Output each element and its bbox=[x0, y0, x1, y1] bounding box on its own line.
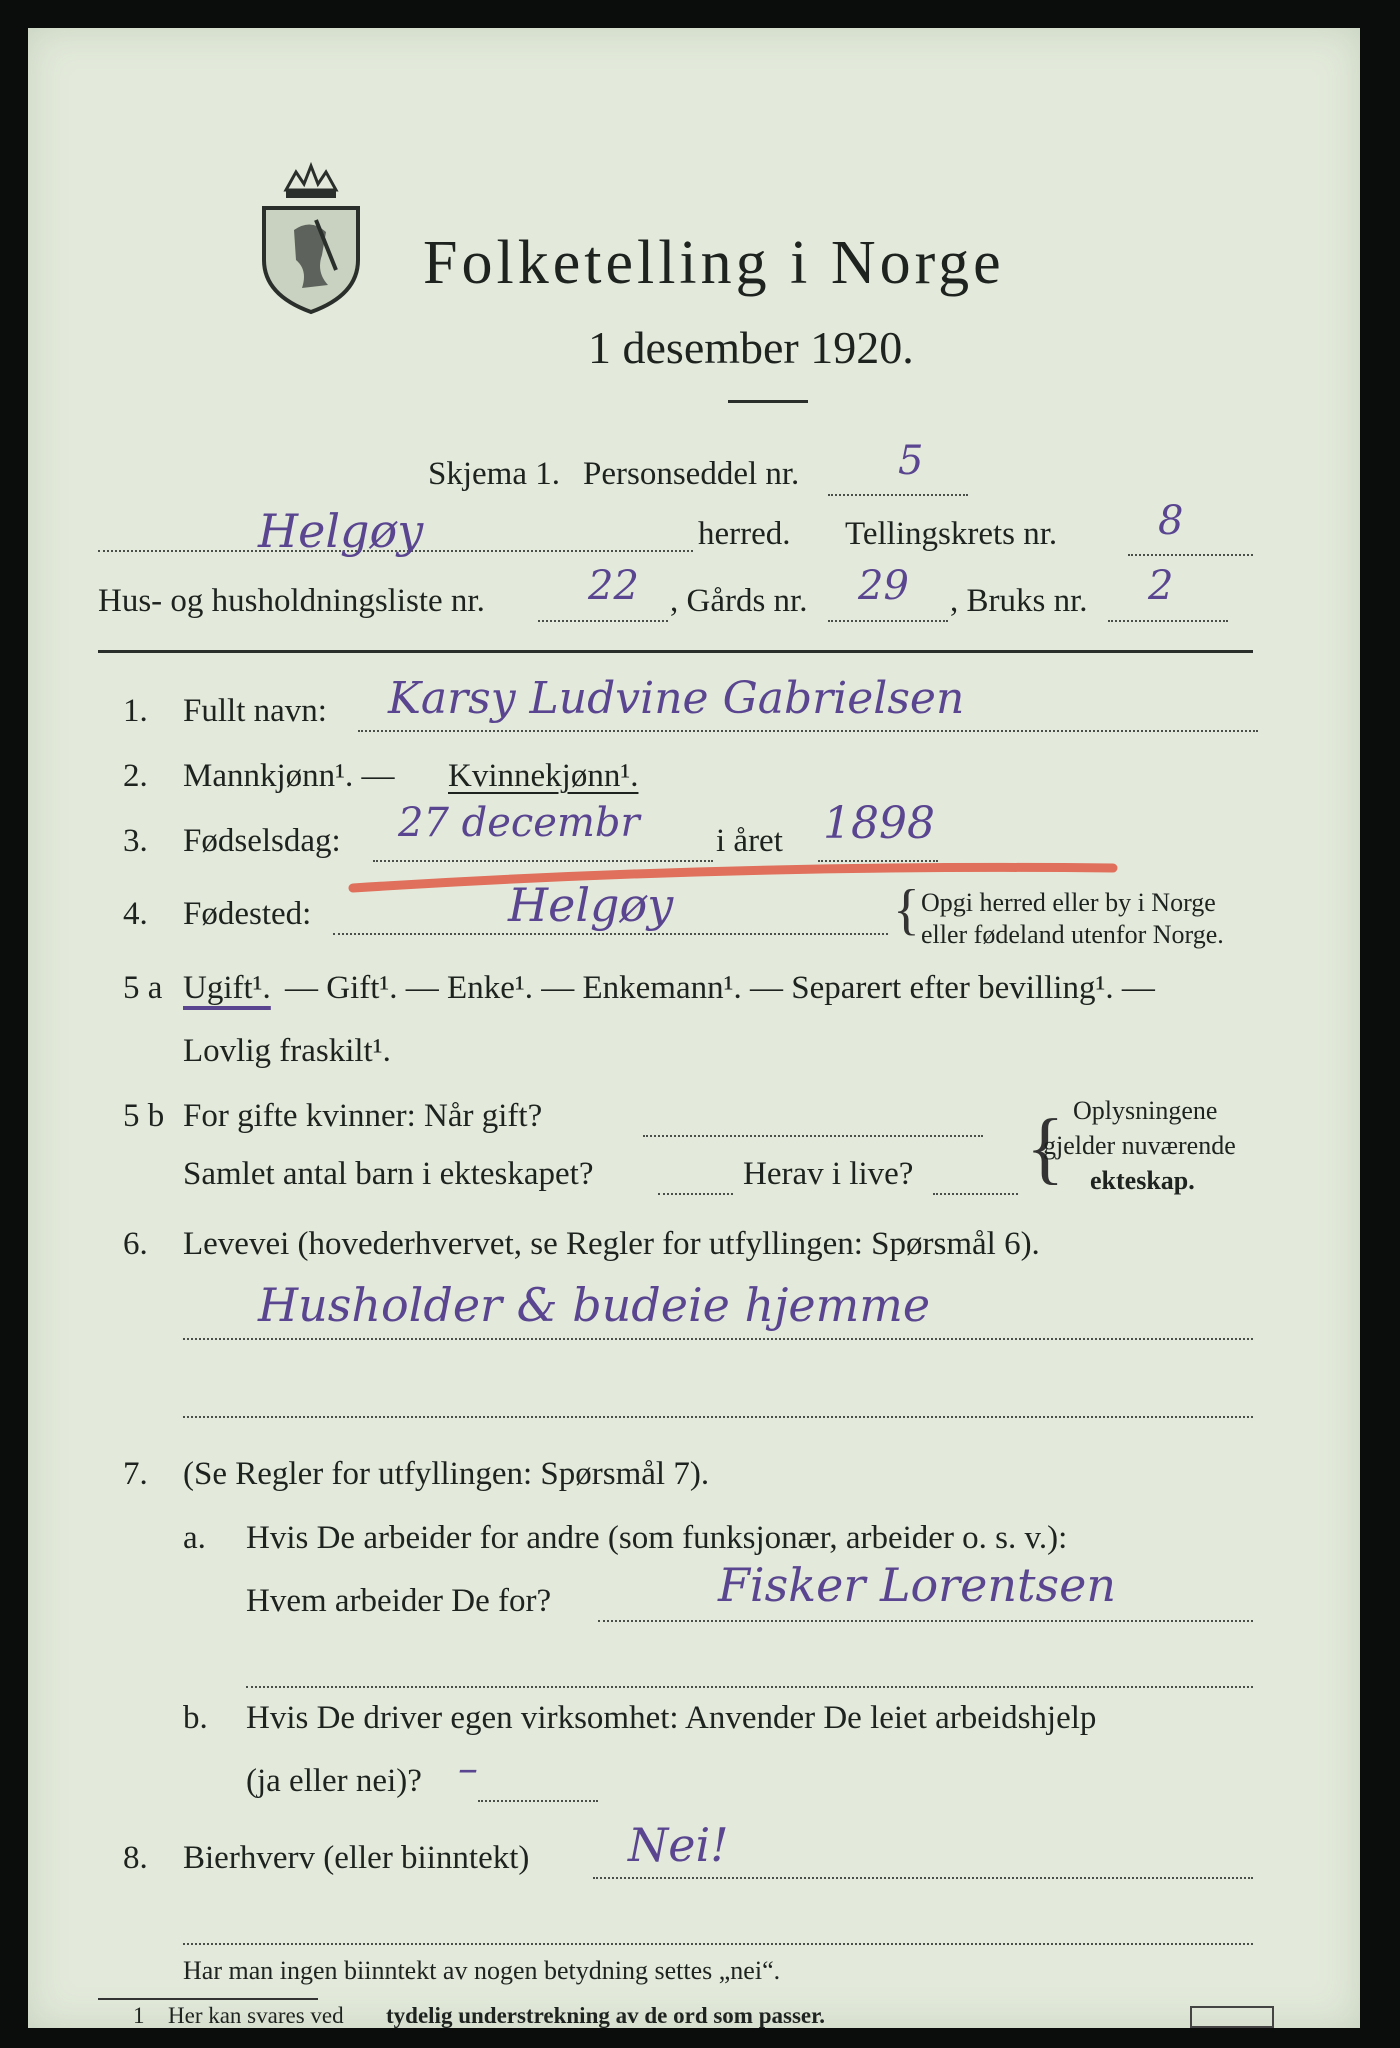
bruks-label: , Bruks nr. bbox=[950, 583, 1088, 619]
birthdate-value: 27 decembr bbox=[398, 800, 640, 846]
q5b-note-line3: ekteskap. bbox=[1090, 1166, 1195, 1195]
q5b-children-line bbox=[658, 1193, 733, 1195]
marital-options: — Gift¹. — Enke¹. — Enkemann¹. — Separert efter bevilling¹. — bbox=[285, 970, 1155, 1006]
q5a-number: 5 a bbox=[123, 970, 163, 1006]
q7-label: (Se Regler for utfyllingen: Spørsmål 7). bbox=[183, 1456, 710, 1492]
side-income-value: Nei! bbox=[628, 1818, 729, 1872]
q1-label: Fullt navn: bbox=[183, 693, 327, 729]
header-rule bbox=[98, 650, 1253, 653]
footnote-text: Her kan svares ved bbox=[168, 2003, 344, 2028]
year-label: i året bbox=[716, 823, 783, 859]
q4-number: 4. bbox=[123, 896, 148, 932]
male-option: Mannkjønn¹. — bbox=[183, 758, 395, 794]
q6-line1 bbox=[183, 1338, 1253, 1340]
q1-number: 1. bbox=[123, 693, 148, 729]
herred-value: Helgøy bbox=[258, 504, 424, 558]
tellingskrets-line bbox=[1128, 554, 1253, 556]
q7b-label: Hvis De driver egen virksomhet: Anvender De leiet arbeidshjelp bbox=[246, 1700, 1097, 1736]
female-option: Kvinnekjønn¹. bbox=[448, 758, 639, 794]
birthplace-value: Helgøy bbox=[508, 878, 674, 932]
q4-brace: { bbox=[893, 879, 920, 941]
household-line bbox=[538, 620, 668, 622]
q7a-label: Hvis De arbeider for andre (som funksjonær, arbeider o. s. v.): bbox=[246, 1520, 1068, 1556]
q8-line2 bbox=[183, 1943, 1253, 1945]
q2-number: 2. bbox=[123, 758, 148, 794]
household-value: 22 bbox=[588, 563, 639, 609]
title-divider bbox=[728, 400, 808, 403]
q7b-label2: (ja eller nei)? bbox=[246, 1763, 422, 1799]
personseddel-value: 5 bbox=[898, 438, 924, 484]
q7a-number: a. bbox=[183, 1520, 206, 1556]
q5b-brace: { bbox=[1026, 1104, 1065, 1192]
q5b-note-line2: gjelder nuværende bbox=[1043, 1131, 1236, 1160]
birth-year-value: 1898 bbox=[823, 798, 935, 849]
q4-label: Fødested: bbox=[183, 896, 312, 932]
q8-label: Bierhverv (eller biinntekt) bbox=[183, 1840, 530, 1876]
tellingskrets-value: 8 bbox=[1158, 498, 1184, 544]
census-form bbox=[28, 28, 1360, 2028]
footnote-bold-text: tydelig understrekning av de ord som passer. bbox=[386, 2003, 825, 2028]
form-subtitle: 1 desember 1920. bbox=[588, 322, 914, 373]
coat-of-arms-icon bbox=[256, 160, 366, 315]
q5b-label: For gifte kvinner: Når gift? bbox=[183, 1098, 543, 1134]
q6-label: Levevei (hovederhvervet, se Regler for utfyllingen: Spørsmål 6). bbox=[183, 1226, 1040, 1262]
occupation-value: Husholder & budeie hjemme bbox=[258, 1278, 931, 1332]
tellingskrets-label: Tellingskrets nr. bbox=[845, 516, 1058, 552]
q4-note-line2: eller fødeland utenfor Norge. bbox=[921, 920, 1224, 949]
q7a-employer-label: Hvem arbeider De for? bbox=[246, 1583, 552, 1619]
footnote-rule bbox=[98, 1998, 318, 2000]
personseddel-label: Personseddel nr. bbox=[583, 456, 800, 492]
footer-note: Har man ingen biinntekt av nogen betydning settes „nei“. bbox=[183, 1956, 781, 1985]
printer-stamp bbox=[1190, 2006, 1274, 2028]
household-label: Hus- og husholdningsliste nr. bbox=[98, 583, 485, 619]
gards-label: , Gårds nr. bbox=[670, 583, 808, 619]
q3-label: Fødselsdag: bbox=[183, 823, 341, 859]
divorced-option: Lovlig fraskilt¹. bbox=[183, 1033, 391, 1069]
schema-label: Skjema 1. bbox=[428, 456, 560, 492]
q8-line bbox=[593, 1877, 1253, 1879]
q1-line bbox=[358, 730, 1258, 732]
q7-number: 7. bbox=[123, 1456, 148, 1492]
form-title: Folketelling i Norge bbox=[423, 229, 1005, 297]
q7b-number: b. bbox=[183, 1700, 208, 1736]
unmarried-option: Ugift¹. bbox=[183, 970, 271, 1006]
q7a-line bbox=[598, 1620, 1253, 1622]
q5b-line bbox=[643, 1135, 983, 1137]
herred-label: herred. bbox=[698, 516, 791, 552]
q8-number: 8. bbox=[123, 1840, 148, 1876]
q5b-note-line1: Oplysningene bbox=[1073, 1096, 1218, 1125]
q5b-alive-line bbox=[933, 1193, 1018, 1195]
q6-number: 6. bbox=[123, 1226, 148, 1262]
q7a-line2 bbox=[246, 1686, 1253, 1688]
gards-value: 29 bbox=[858, 563, 909, 609]
full-name-value: Karsy Ludvine Gabrielsen bbox=[388, 673, 965, 724]
q3-number: 3. bbox=[123, 823, 148, 859]
q7b-line bbox=[478, 1800, 598, 1802]
q4-line bbox=[333, 933, 888, 935]
personseddel-line bbox=[828, 494, 968, 496]
q5b-number: 5 b bbox=[123, 1098, 165, 1134]
q6-line2 bbox=[183, 1416, 1253, 1418]
q4-note-line1: Opgi herred eller by i Norge bbox=[921, 888, 1216, 917]
employer-value: Fisker Lorentsen bbox=[718, 1558, 1116, 1612]
bruks-line bbox=[1108, 620, 1228, 622]
gards-line bbox=[828, 620, 948, 622]
q5b-alive-label: Herav i live? bbox=[743, 1156, 914, 1192]
bruks-value: 2 bbox=[1148, 563, 1174, 609]
footnote-mark: 1 bbox=[133, 2003, 145, 2028]
q5b-children-label: Samlet antal barn i ekteskapet? bbox=[183, 1156, 594, 1192]
q7b-value: – bbox=[458, 1746, 478, 1792]
